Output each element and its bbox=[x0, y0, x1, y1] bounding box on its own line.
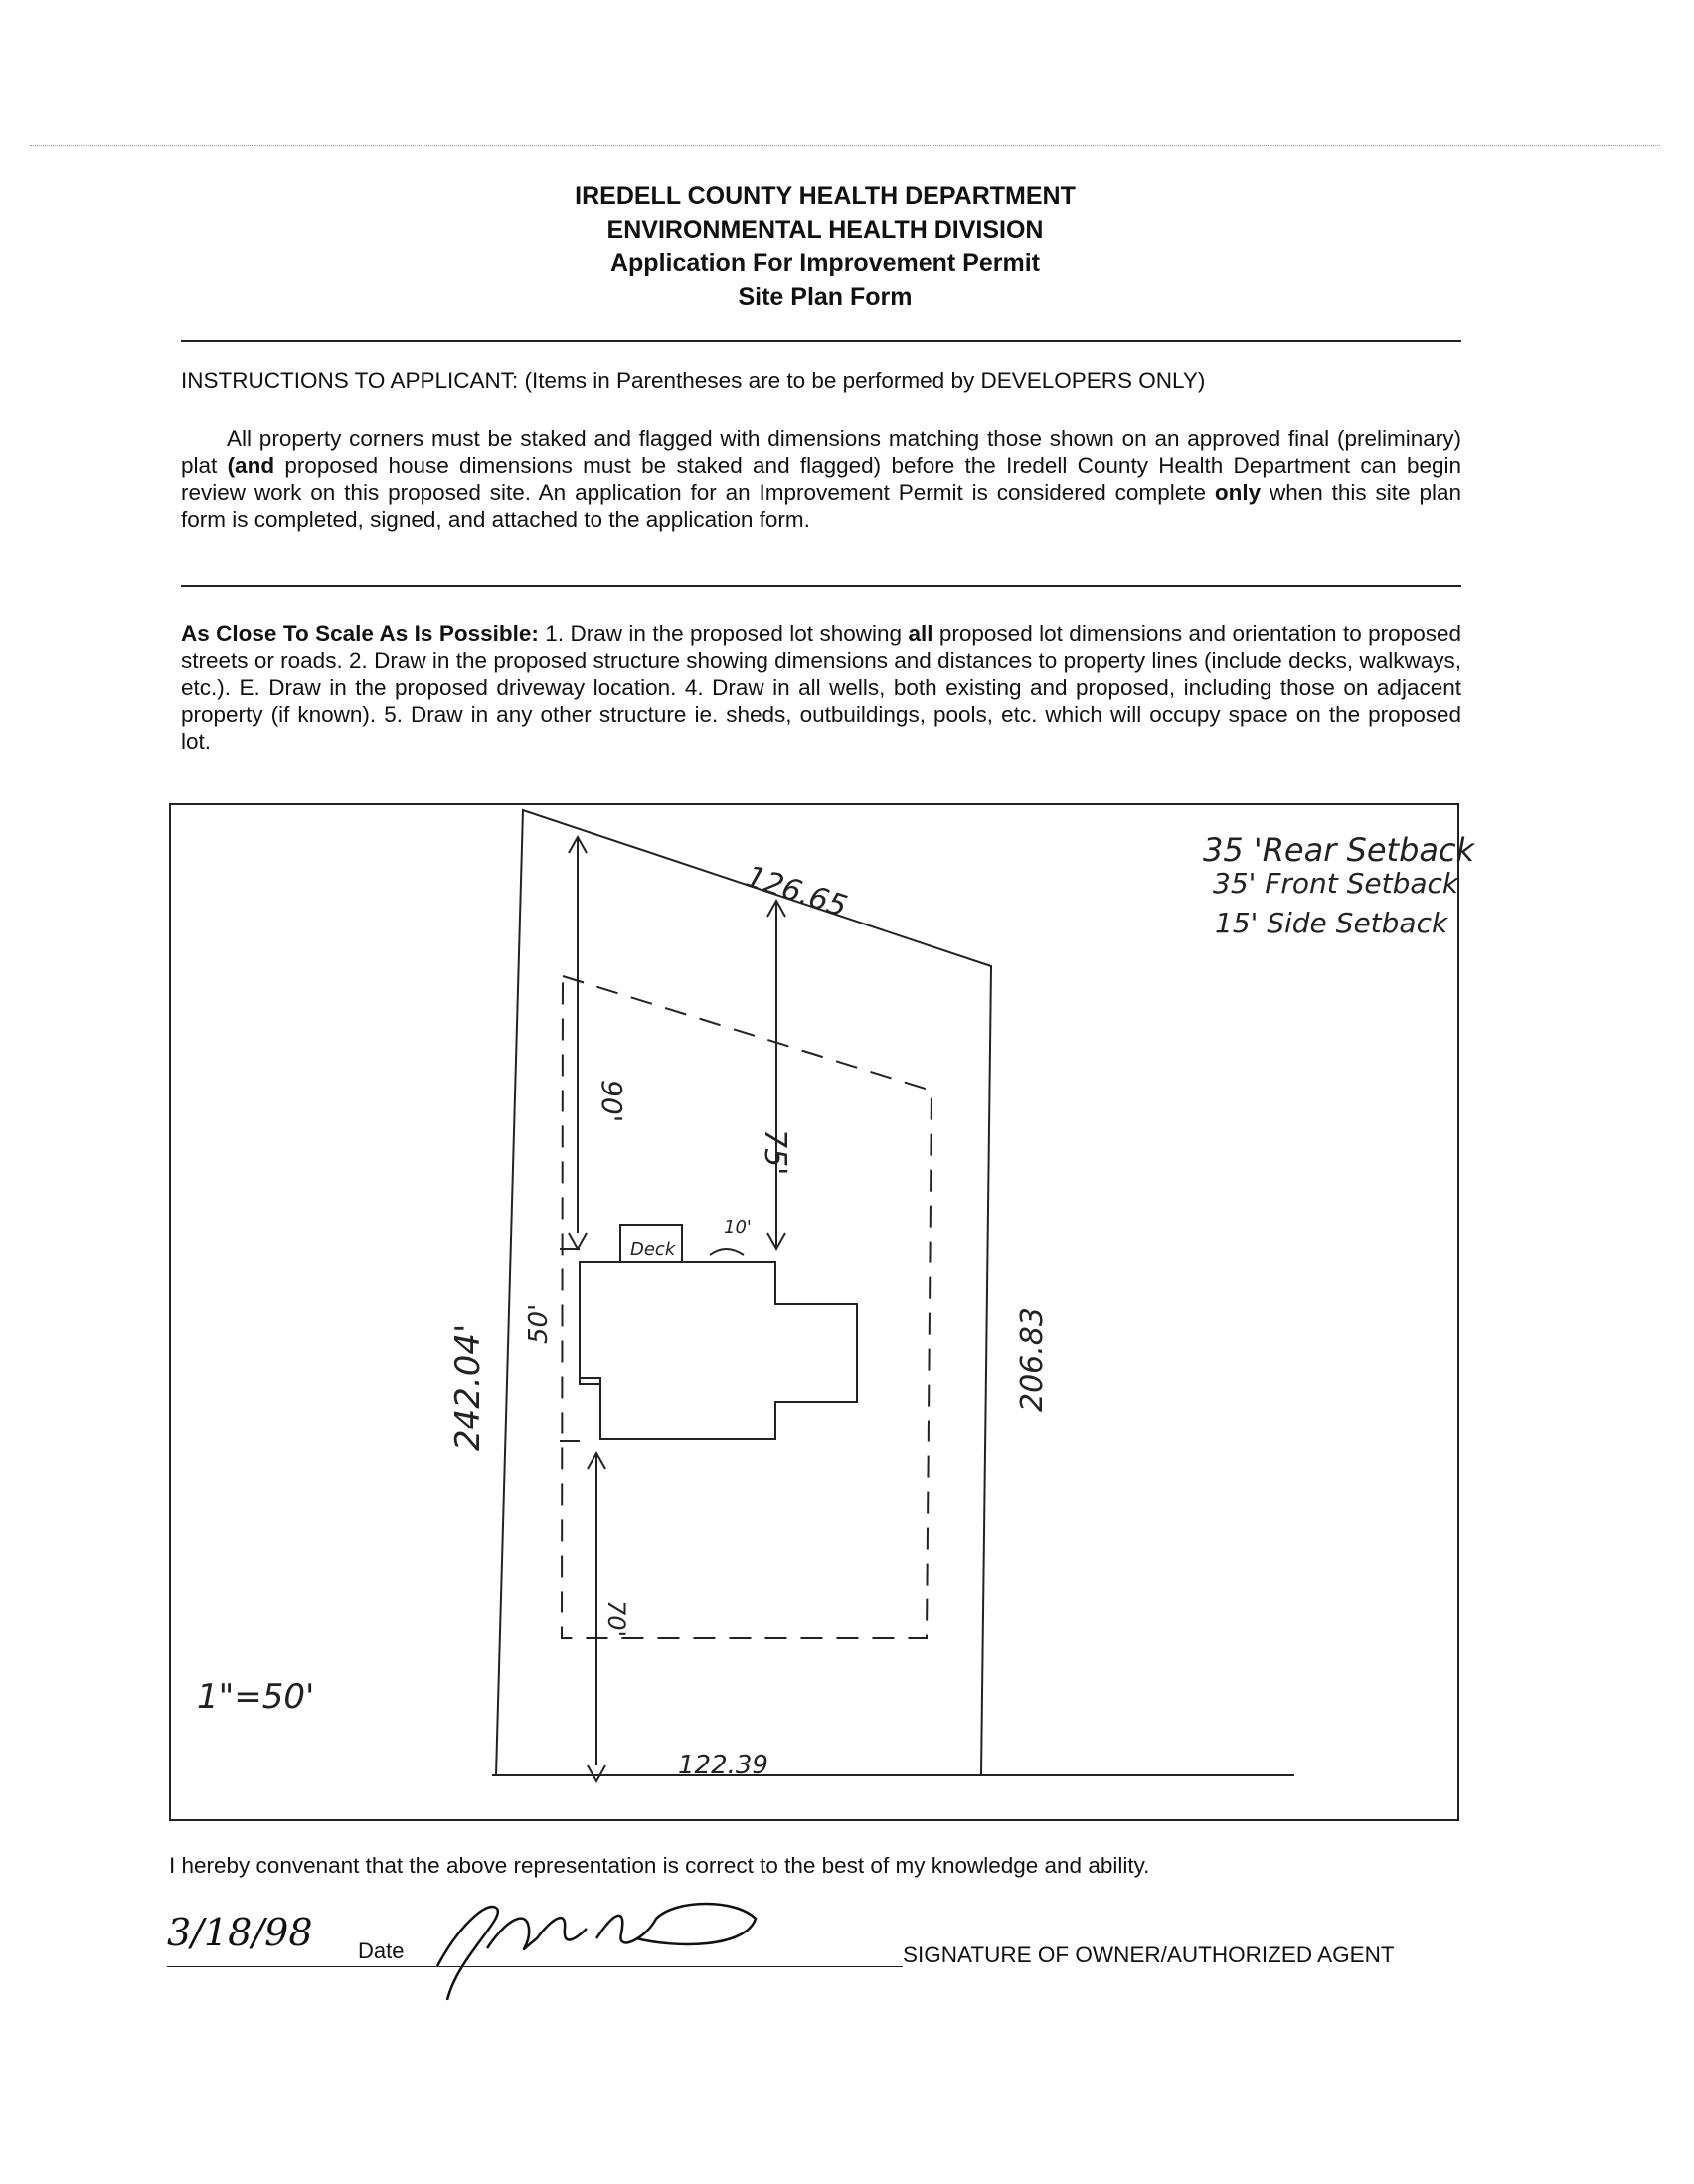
dim-bottom-label: 122.39 bbox=[678, 1751, 768, 1780]
scale-label: 1"=50' bbox=[197, 1677, 315, 1717]
drawing-instructions-bold-all: all bbox=[908, 621, 933, 646]
arrowhead bbox=[588, 1765, 605, 1781]
dim-left-label: 242.04' bbox=[448, 1323, 488, 1451]
deck-label: Deck bbox=[630, 1239, 676, 1260]
header-department: IREDELL COUNTY HEALTH DEPARTMENT bbox=[575, 182, 1076, 210]
setback-note-side: 15' Side Setback bbox=[1215, 907, 1448, 939]
instructions-title: INSTRUCTIONS TO APPLICANT: (Items in Parentheses are to be performed by DEVELOPERS ONLY) bbox=[181, 368, 1206, 393]
date-label: Date bbox=[358, 1938, 405, 1963]
signature-line bbox=[167, 1966, 903, 1967]
header-application: Application For Improvement Permit bbox=[609, 250, 1040, 277]
setback-note-rear: 35 'Rear Setback bbox=[1203, 831, 1475, 869]
lot-boundary bbox=[496, 810, 991, 1775]
dim-house-label: 50' bbox=[524, 1303, 554, 1344]
dim-rear-left-label: 90' bbox=[595, 1080, 628, 1123]
dim-deck-label: 10' bbox=[724, 1217, 752, 1238]
arrowhead bbox=[569, 1233, 587, 1249]
instructions-bold-only: only bbox=[1214, 480, 1262, 505]
instructions-text-1: All property corners must be staked and flagged with dimensions matching those shown on an approved final (preliminary) plat bbox=[181, 426, 1461, 478]
header-form-title: Site Plan Form bbox=[738, 283, 913, 311]
drawing-instructions-text-1: 1. Draw in the proposed lot showing bbox=[538, 621, 909, 646]
setback-note-front: 35' Front Setback bbox=[1213, 867, 1459, 900]
covenant-statement: I hereby convenant that the above representation is correct to the best of my knowledge and ability. bbox=[169, 1853, 1150, 1878]
instructions-text-2: proposed house dimensions must be staked and flagged) before the Iredell County Health Department can begin review work on this proposed site. An application for an Improvement Permit is considered complete bbox=[181, 453, 1461, 505]
date-value: 3/18/98 bbox=[167, 1911, 313, 1954]
instructions-bold-and: (and bbox=[227, 453, 275, 478]
header-division: ENVIRONMENTAL HEALTH DIVISION bbox=[606, 216, 1044, 244]
deck-dimension-arc bbox=[710, 1249, 744, 1255]
drawing-instructions-text-2: proposed lot dimensions and orientation to proposed streets or roads. 2. Draw in the proposed structure showing dimensions and distances to property lines (include decks, walkways, etc.). E. Draw in the proposed driveway location. 4. Draw in all wells, both existing and proposed, including those on adjacent property (if known). 5. Draw in any other structure ie. sheds, outbuildings, pools, etc. which will occupy space on the proposed lot. bbox=[181, 621, 1461, 754]
drawing-instructions-lead: As Close To Scale As Is Possible: bbox=[181, 621, 539, 646]
dim-top-label: 126.65 bbox=[741, 859, 852, 925]
instructions-text-3: when this site plan form is completed, signed, and attached to the application form. bbox=[181, 480, 1461, 532]
house-footprint bbox=[580, 1262, 857, 1439]
signature-label: SIGNATURE OF OWNER/AUTHORIZED AGENT bbox=[903, 1942, 1395, 1967]
setback-line bbox=[562, 976, 932, 1638]
dim-rear-right-label: 75' bbox=[758, 1129, 792, 1176]
dim-right-label: 206.83 bbox=[1015, 1307, 1050, 1412]
owner-signature bbox=[418, 1889, 835, 2008]
dim-front-label: 70' bbox=[602, 1600, 630, 1638]
